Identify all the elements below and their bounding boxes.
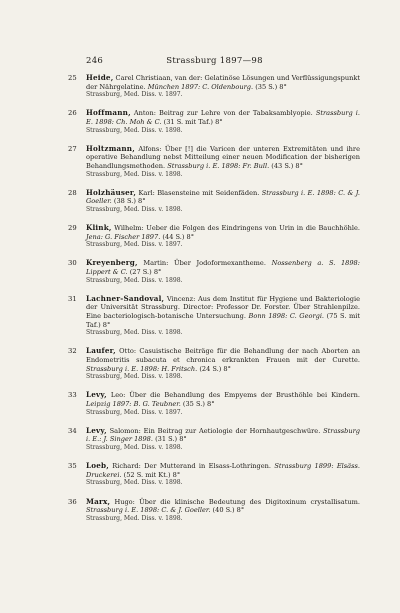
entry-author: Klink, — [86, 223, 112, 233]
entry-citation: Strassburg i. E. 1898: Ch. Moh & C. — [86, 109, 360, 126]
entry-extent: (75 S. mit Taf.) 8° — [86, 312, 360, 329]
entry-note: Strassburg, Med. Diss. v. 1898. — [86, 276, 183, 284]
entry-title: Karl: Blasensteine mit Seidenfäden. — [138, 188, 260, 197]
list-item — [68, 223, 360, 250]
entry-citation: Strassburg i. E. 1898: H. Fritsch. — [86, 364, 198, 373]
entry-note: Strassburg, Med. Diss. v. 1898. — [86, 373, 183, 381]
entry-citation: Strassburg i. E. 1898: C. & J. Goeller. — [86, 506, 211, 515]
entry-extent: (31 S. mit Taf.) 8° — [163, 117, 223, 126]
entry-citation: Bonn 1898: C. Georgi. — [248, 312, 325, 321]
entry-title: Carel Christiaan, van der: Gelatinöse Lösungen und Verflüssigungspunkt der Nährgelatine. — [86, 74, 360, 91]
entry-author: Kreyenberg, — [86, 258, 138, 268]
list-item — [68, 496, 360, 524]
entry-note: Strassburg, Med. Diss. v. 1897. — [86, 241, 183, 249]
entry-extent: (43 S.) 8° — [271, 161, 303, 170]
entry-author: Laufer, — [86, 346, 116, 356]
entry-number: 26 — [68, 109, 77, 118]
entry-number: 31 — [68, 294, 77, 303]
list-item — [68, 390, 360, 417]
entry-title: Martin: Über Jodoformexantheme. — [143, 259, 266, 268]
list-item — [68, 187, 360, 215]
entry-title: Anton: Beitrag zur Lehre von der Tabaksamblyopie. — [133, 109, 313, 118]
entry-citation: München 1897: C. Oldenbourg. — [147, 82, 254, 91]
entry-extent: (31 S.) 8° — [155, 435, 187, 444]
list-item — [68, 108, 360, 135]
entry-note: Strassburg, Med. Diss. v. 1898. — [86, 170, 183, 178]
entry-title: Hugo: Über die klinische Bedeutung des Digitoxinum crystallisatum. — [114, 497, 360, 506]
entry-title: Otto: Casuistische Beiträge für die Behandlung der nach Aborten an Endometritis subacuta et chronica erkrankten Frauen mit der Curette. — [86, 347, 360, 364]
entry-extent: (40 S.) 8° — [212, 506, 245, 515]
list-item — [68, 461, 360, 488]
entry-title: Alfons: Über [!] die Varicen der unteren Extremitäten und ihre operative Behandlung nebst Mitteilung einer neuen Modification der bisherigen Behandlungsmethoden. — [86, 144, 360, 170]
entry-number: 36 — [68, 497, 77, 506]
list-item — [68, 143, 360, 179]
entry-author: Levy, — [86, 425, 107, 435]
entry-citation: Strassburg i. E. 1898: C. & J. Goeller. — [86, 188, 360, 206]
entry-note: Strassburg, Med. Diss. v. 1898. — [86, 514, 183, 522]
list-item — [68, 258, 360, 285]
entry-citation: Leipzig 1897: B. G. Teubner. — [86, 399, 181, 408]
entry-list — [68, 73, 360, 523]
entry-number: 28 — [68, 188, 77, 197]
list-item — [68, 346, 360, 381]
entry-author: Lachner-Sandoval, — [86, 293, 165, 303]
entry-author: Levy, — [86, 390, 107, 400]
entry-author: Loeb, — [86, 461, 109, 471]
entry-citation: Strassburg i. E. 1898: Fr. Bull. — [167, 161, 270, 170]
running-head: Strassburg 1897—98 — [166, 56, 263, 66]
list-item — [68, 425, 360, 453]
entry-note: Strassburg, Med. Diss. v. 1898. — [86, 479, 183, 487]
entry-note: Strassburg, Med. Diss. v. 1898. — [86, 205, 183, 213]
entry-number: 30 — [68, 259, 77, 268]
entry-number: 34 — [68, 426, 77, 435]
entry-note: Strassburg, Med. Diss. v. 1898. — [86, 443, 183, 451]
entry-author: Holzhäuser, — [86, 187, 137, 197]
entry-author: Marx, — [86, 496, 111, 506]
entry-author: Heide, — [86, 73, 114, 82]
entry-title: Richard: Der Mutterand in Elsass-Lothringen. — [112, 462, 272, 471]
entry-extent: (35 S.) 8° — [182, 399, 215, 408]
entry-note: Strassburg, Med. Diss. v. 1897. — [86, 408, 183, 416]
list-item — [68, 73, 360, 100]
entry-number: 32 — [68, 347, 77, 356]
entry-extent: (27 S.) 8° — [129, 268, 162, 277]
entry-citation: Strassburg 1899: Elsäss. Druckerei. — [86, 462, 360, 479]
entry-citation: Strassburg i. E.: J. Singer 1898. — [86, 426, 360, 444]
entry-author: Holtzmann, — [86, 143, 135, 153]
entry-extent: (24 S.) 8° — [199, 364, 231, 373]
entry-citation: Jena: G. Fischer 1897. — [86, 232, 161, 241]
page-number: 246 — [86, 56, 104, 66]
entry-extent: (44 S.) 8° — [162, 232, 195, 241]
entry-number: 25 — [68, 74, 77, 82]
entry-extent: (35 S.) 8° — [255, 82, 287, 91]
entry-title: Leo: Über die Behandlung des Empyems der Brusthöhle bei Kindern. — [110, 391, 360, 400]
entry-extent: (52 S. mit Kt.) 8° — [123, 470, 181, 479]
entry-citation: Nossenberg a. S. 1898: Lippert & C. — [86, 259, 360, 277]
entry-note: Strassburg, Med. Diss. v. 1897. — [86, 91, 183, 99]
page-header — [86, 56, 366, 66]
entry-extent: (38 S.) 8° — [113, 197, 146, 206]
entry-number: 29 — [68, 224, 77, 233]
entry-title: Vincenz: Aus dem Institut für Hygiene und Bakteriologie der Universität Strassburg. Director: Professor Dr. Forster. Über Strahlenpilze. Eine bacteriologisch-botanische Untersuchung. — [86, 294, 360, 321]
entry-number: 33 — [68, 391, 77, 400]
list-item — [68, 293, 360, 338]
entry-title: Salomon: Ein Beitrag zur Aetiologie der Hornhautgeschwüre. — [109, 426, 321, 435]
entry-number: 35 — [68, 462, 77, 471]
entry-number: 27 — [68, 144, 77, 153]
entry-note: Strassburg, Med. Diss. v. 1898. — [86, 329, 183, 337]
entry-note: Strassburg, Med. Diss. v. 1898. — [86, 126, 183, 134]
entry-title: Wilhelm: Ueber die Folgen des Eindringens von Urin in die Bauchhöhle. — [114, 224, 360, 233]
entry-author: Hoffmann, — [86, 108, 131, 118]
